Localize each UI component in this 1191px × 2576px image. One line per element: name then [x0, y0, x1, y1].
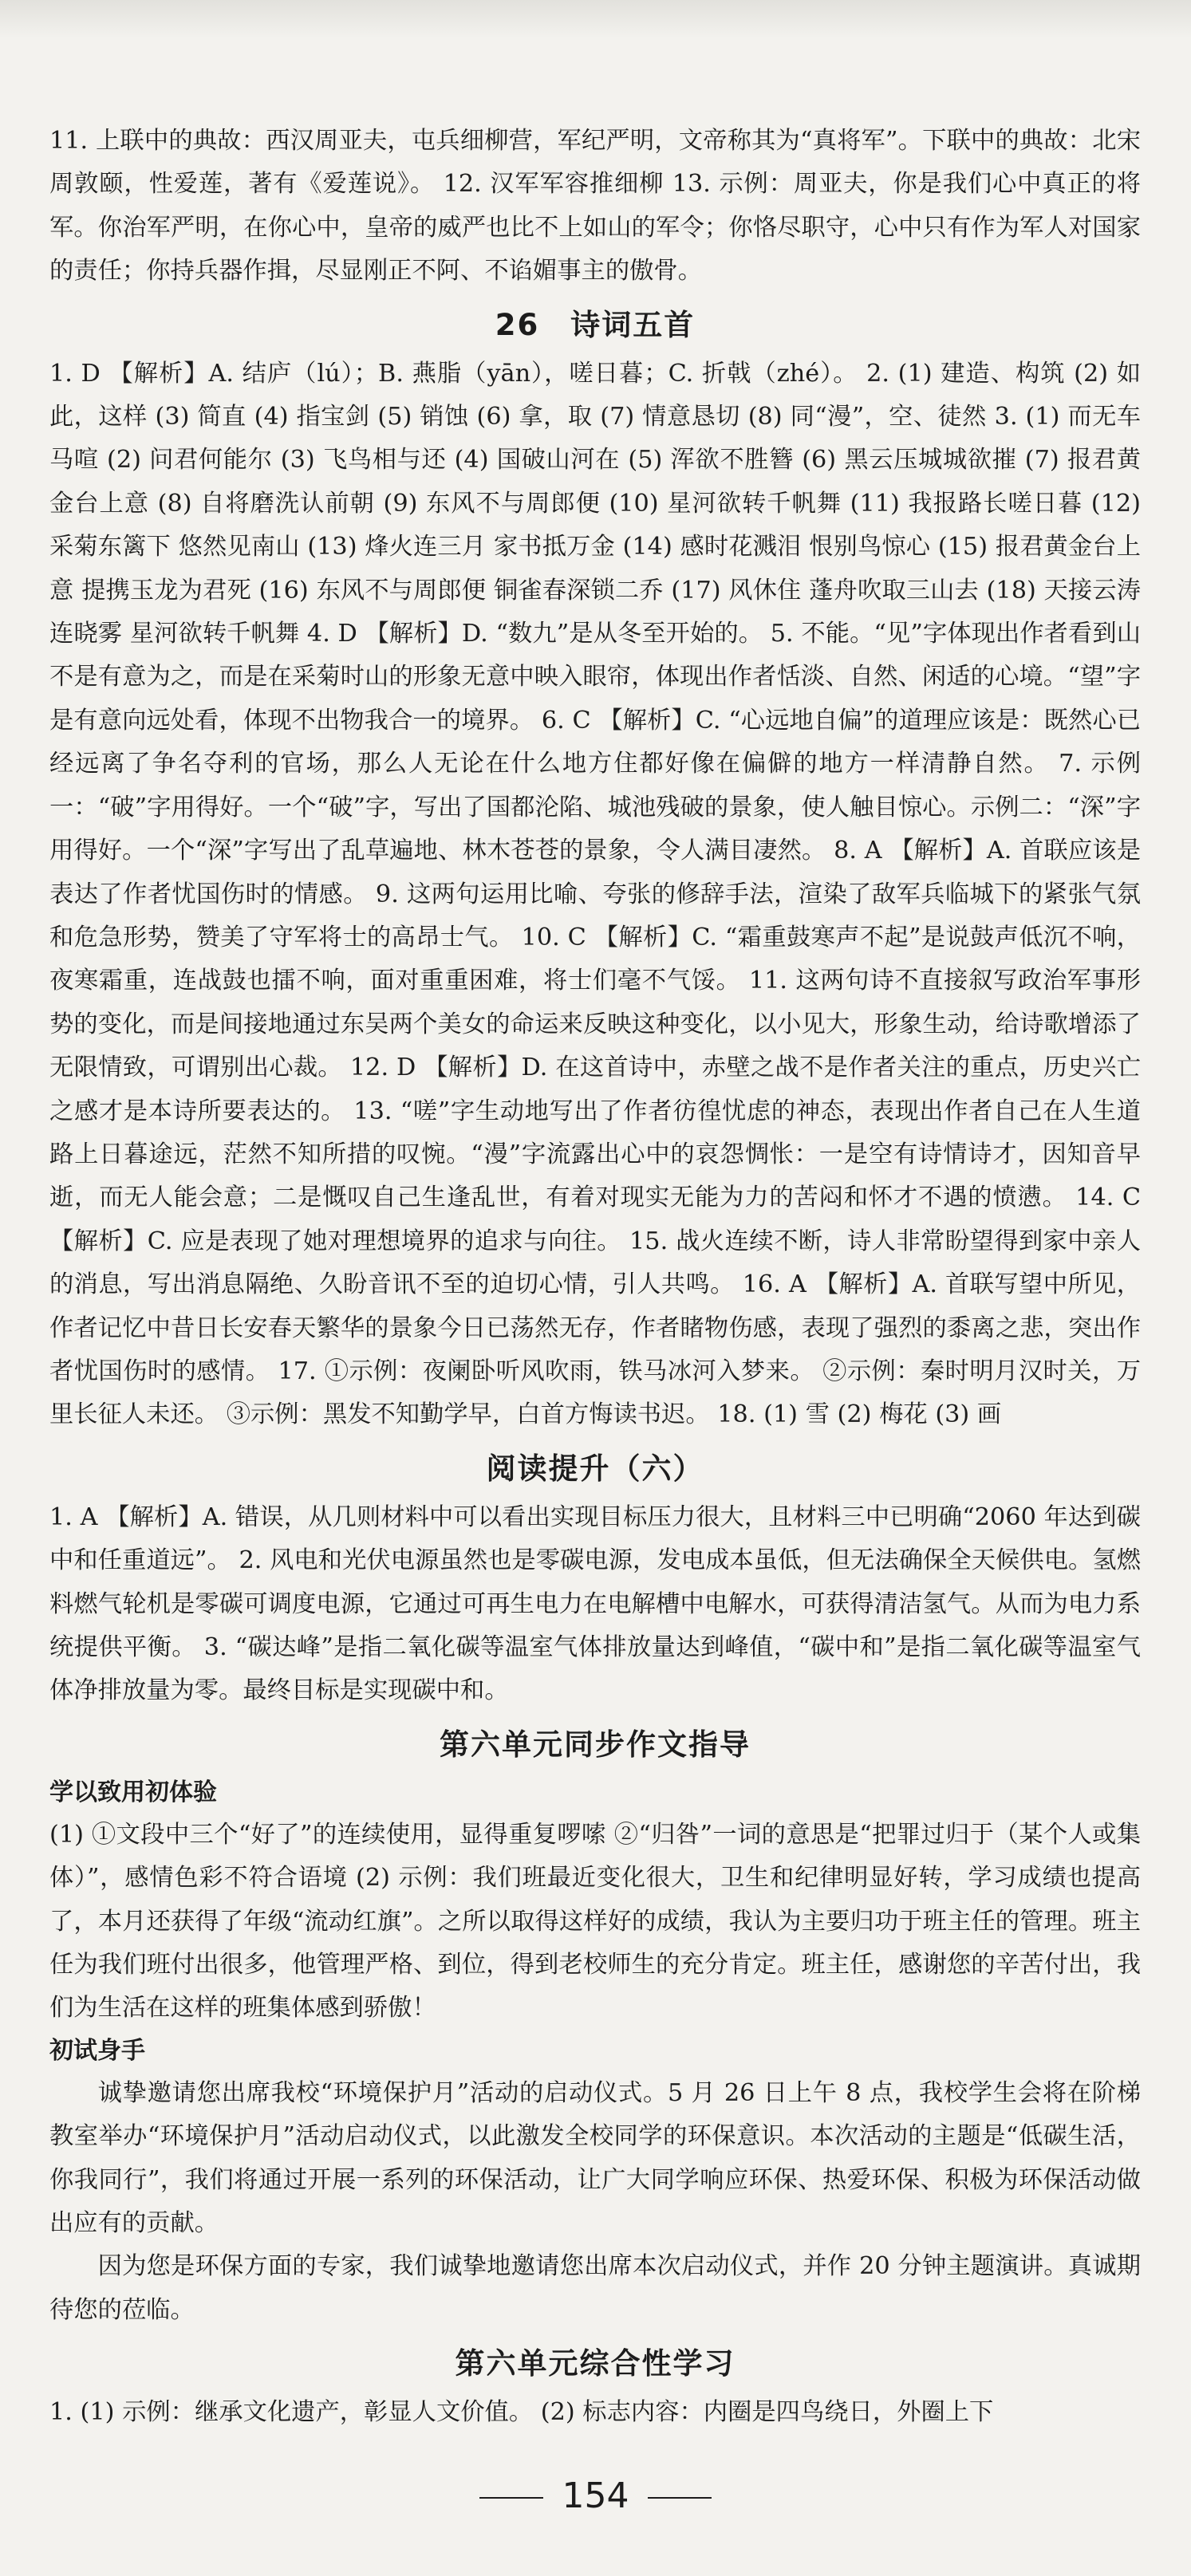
- comprehensive-6-answers: 1. (1) 示例：继承文化遗产，彰显人文价值。 (2) 标志内容：内圈是四鸟绕日，外圈上下: [49, 2398, 994, 2427]
- writing-answers-1: (1) ①文段中三个“好了”的连续使用，显得重复啰嗦 ②“归咎”一词的意思是“把罪过归于（某个人或集体）”，感情色彩不符合语境 (2) 示例：我们班最近变化很大，卫生和纪律明显好转，学习成绩也提高了，本月还获得了年级“流动红旗”。之所以取得这样好的成绩，我认为主要归功于班主任的管理。班主任为我们班付出很多，他管理严格、到位，得到老校师生的充分肯定。班主任，感谢您的辛苦付出，我们为生活在这样的班集体感到骄傲！: [49, 1820, 1141, 2023]
- invitation-paragraph-1: 诚挚邀请您出席我校“环境保护月”活动的启动仪式。5 月 26 日上午 8 点，我校学生会将在阶梯教室举办“环境保护月”活动启动仪式，以此激发全校同学的环保意识。本次活动的主题是“低碳生活，你我同行”，我们将通过开展一系列的环保活动，让广大同学响应环保、热爱环保、积极为环保活动做出应有的贡献。: [49, 2078, 1141, 2238]
- page-number: 154: [562, 2476, 629, 2516]
- footer-right-rule: [648, 2497, 712, 2499]
- writing-sub-heading-1: 学以致用初体验: [49, 1778, 217, 1806]
- section-26-title: 26 诗词五首: [495, 307, 696, 342]
- footer-left-rule: [479, 2497, 543, 2499]
- scan-top-shadow: [0, 0, 1191, 38]
- section-26-answers: 1. D 【解析】A. 结庐（lú）；B. 燕脂（yān），嗟日暮；C. 折戟（zhé）。 2. (1) 建造、构筑 (2) 如此，这样 (3) 简直 (4) 指宝剑 (5) 销蚀 (6) 拿，取 (7) 情意恳切 (8) 同“漫”，空、徒然 3. (1) 而无车马喧 (2) 问君何能尔 (3) 飞鸟相与还 (4) 国破山河在 (5) 浑欲不胜簪 (6) 黑云压城城欲摧 (7) 报君黄金台上意 (8) 自将磨洗认前朝 (9) 东风不与周郎便 (10) 星河欲转千帆舞 (11) 我报路长嗟日暮 (12) 采菊东篱下 悠然见南山 (13) 烽火连三月 家书抵万金 (14) 感时花溅泪 恨别鸟惊心 (15) 报君黄金台上意 提携玉龙为君死 (16) 东风不与周郎便 铜雀春深锁二乔 (17) 风休住 蓬舟吹取三山去 (18) 天接云涛连晓雾 星河欲转千帆舞 4. D 【解析】D. “数九”是从冬至开始的。 5. 不能。“见”字体现出作者看到山不是有意为之，而是在采菊时山的形象无意中映入眼帘，体现出作者恬淡、自然、闲适的心境。“望”字是有意向远处看，体现不出物我合一的境界。 6. C 【解析】C. “心远地自偏”的道理应该是：既然心已经远离了争名夺利的官场，那么人无论在什么地方住都好像在偏僻的地方一样清静自然。 7. 示例一：“破”字用得好。一个“破”字，写出了国都沦陷、城池残破的景象，使人触目惊心。示例二：“深”字用得好。一个“深”字写出了乱草遍地、林木苍苍的景象，令人满目凄然。 8. A 【解析】A. 首联应该是表达了作者忧国伤时的情感。 9. 这两句运用比喻、夸张的修辞手法，渲染了敌军兵临城下的紧张气氛和危急形势，赞美了守军将士的高昂士气。 10. C 【解析】C. “霜重鼓寒声不起”是说鼓声低沉不响，夜寒霜重，连战鼓也擂不响，面对重重困难，将士们毫不气馁。 11. 这两句诗不直接叙写政治军事形势的变化，而是间接地通过东吴两个美女的命运来反映这种变化，以小见大，形象生动，给诗歌增添了无限情致，可谓别出心裁。 12. D 【解析】D. 在这首诗中，赤壁之战不是作者关注的重点，历史兴亡之感才是本诗所要表达的。 13. “嗟”字生动地写出了作者彷徨忧虑的神态，表现出作者自己在人生道路上日暮途远，茫然不知所措的叹惋。“漫”字流露出心中的哀怨惆怅：一是空有诗情诗才，因知音早逝，而无人能会意；二是慨叹自己生逢乱世，有着对现实无能为力的苦闷和怀才不遇的愤懑。 14. C 【解析】C. 应是表现了她对理想境界的追求与向往。 15. 战火连续不断，诗人非常盼望得到家中亲人的消息，写出消息隔绝、久盼音讯不至的迫切心情，引人共鸣。 16. A 【解析】A. 首联写望中所见，作者记忆中昔日长安春天繁华的景象今日已荡然无存，作者睹物伤感，表现了强烈的黍离之悲，突出作者忧国伤时的感情。 17. ①示例：夜阑卧听风吹雨，铁马冰河入梦来。 ②示例：秦时明月汉时关，万里长征人未还。 ③示例：黑发不知勤学早，白首方悔读书迟。 18. (1) 雪 (2) 梅花 (3) 画: [49, 359, 1141, 1429]
- reading-6-title: 阅读提升（六）: [486, 1451, 704, 1486]
- answers-items-11-13: 11. 上联中的典故：西汉周亚夫，屯兵细柳营，军纪严明，文帝称其为“真将军”。下联中的典故：北宋周敦颐，性爱莲，著有《爱莲说》。 12. 汉军军容推细柳 13. 示例：周亚夫，你是我们心中真正的将军。你治军严明，在你心中，皇帝的威严也比不上如山的军令；你恪尽职守，心中只有作为军人对国家的责任；你持兵器作揖，尽显刚正不阿、不谄媚事主的傲骨。: [49, 127, 1141, 286]
- answer-content: [49, 120, 1141, 2435]
- comprehensive-6-title: 第六单元综合性学习: [455, 2346, 736, 2381]
- invitation-paragraph-2: 因为您是环保方面的专家，我们诚挚地邀请您出席本次启动仪式，并作 20 分钟主题演讲。真诚期待您的莅临。: [49, 2252, 1141, 2324]
- writing-6-title: 第六单元同步作文指导: [440, 1727, 751, 1762]
- writing-sub-heading-2: 初试身手: [49, 2036, 145, 2065]
- page-footer: [0, 2472, 1191, 2520]
- reading-6-answers: 1. A 【解析】A. 错误，从几则材料中可以看出实现目标压力很大，且材料三中已明确“2060 年达到碳中和任重道远”。 2. 风电和光伏电源虽然也是零碳电源，发电成本虽低，但无法确保全天候供电。氢燃料燃气轮机是零碳可调度电源，它通过可再生电力在电解槽中电解水，可获得清洁氢气。从而为电力系统提供平衡。 3. “碳达峰”是指二氧化碳等温室气体排放量达到峰值，“碳中和”是指二氧化碳等温室气体净排放量为零。最终目标是实现碳中和。: [49, 1503, 1141, 1705]
